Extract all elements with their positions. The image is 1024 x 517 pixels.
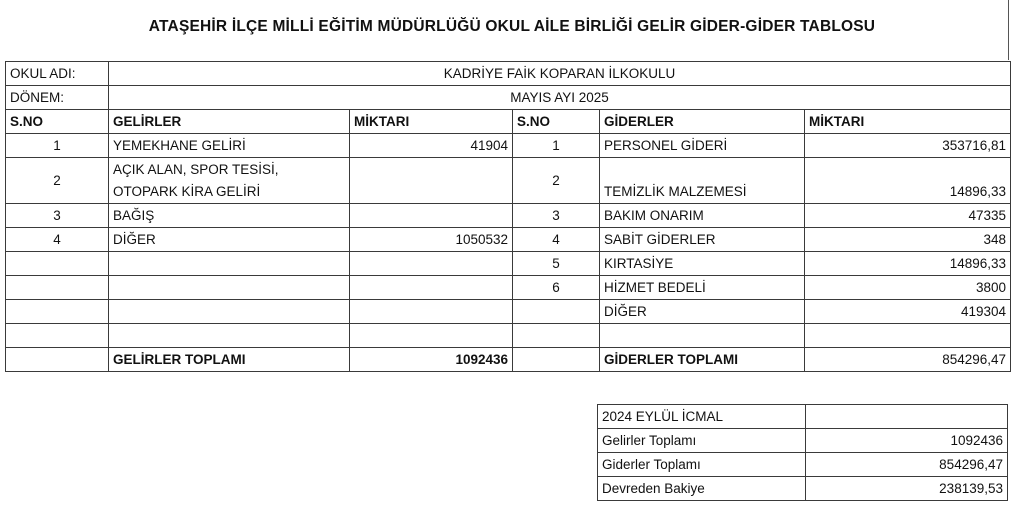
expense-name-cell: PERSONEL GİDERİ — [600, 134, 805, 158]
expense-no-cell — [513, 300, 600, 324]
expense-name-cell — [600, 324, 805, 348]
income-no-cell: 1 — [6, 134, 109, 158]
expense-amount-cell: 348 — [805, 228, 1011, 252]
income-amount-cell — [350, 158, 513, 204]
income-name-cell — [109, 252, 350, 276]
expense-name-cell: DİĞER — [600, 300, 805, 324]
summary-label: Giderler Toplamı — [598, 453, 806, 477]
expense-header: GİDERLER — [600, 110, 805, 134]
income-no-cell: 2 — [6, 158, 109, 204]
summary-value: 238139,53 — [806, 477, 1008, 501]
income-name-cell: DİĞER — [109, 228, 350, 252]
income-name-cell — [109, 300, 350, 324]
totals-blank-cell — [513, 348, 600, 372]
header-row — [6, 110, 1011, 134]
table-row — [6, 204, 1011, 228]
income-header: GELİRLER — [109, 110, 350, 134]
summary-label: Gelirler Toplamı — [598, 429, 806, 453]
expense-name-cell: BAKIM ONARIM — [600, 204, 805, 228]
expense-no-header: S.NO — [513, 110, 600, 134]
table-row — [6, 276, 1011, 300]
income-no-cell — [6, 300, 109, 324]
income-name-cell: YEMEKHANE GELİRİ — [109, 134, 350, 158]
income-amount-cell — [350, 204, 513, 228]
expense-name-cell: HİZMET BEDELİ — [600, 276, 805, 300]
expense-amount-cell: 353716,81 — [805, 134, 1011, 158]
income-no-cell: 3 — [6, 204, 109, 228]
expense-no-cell: 4 — [513, 228, 600, 252]
expense-name-cell: KIRTASİYE — [600, 252, 805, 276]
table-row — [6, 252, 1011, 276]
income-no-cell: 4 — [6, 228, 109, 252]
income-name-cell — [109, 276, 350, 300]
income-amount-cell — [350, 252, 513, 276]
summary-row — [598, 453, 1008, 477]
school-label: OKUL ADI: — [6, 62, 109, 86]
expense-total-label: GİDERLER TOPLAMI — [600, 348, 805, 372]
expense-amount-cell: 14896,33 — [805, 252, 1011, 276]
expense-amount-cell: 47335 — [805, 204, 1011, 228]
summary-title-row — [598, 405, 1008, 429]
totals-row — [6, 348, 1011, 372]
income-amount-cell — [350, 300, 513, 324]
table-row — [6, 134, 1011, 158]
expense-no-cell: 2 — [513, 158, 600, 204]
summary-label: Devreden Bakiye — [598, 477, 806, 501]
expense-no-cell: 3 — [513, 204, 600, 228]
summary-row — [598, 429, 1008, 453]
income-amount-cell: 1050532 — [350, 228, 513, 252]
expense-amount-cell — [805, 324, 1011, 348]
summary-title: 2024 EYLÜL İCMAL — [598, 405, 806, 429]
income-no-header: S.NO — [6, 110, 109, 134]
summary-value: 1092436 — [806, 429, 1008, 453]
summary-value: 854296,47 — [806, 453, 1008, 477]
totals-blank-cell — [6, 348, 109, 372]
summary-row — [598, 477, 1008, 501]
income-amount-cell — [350, 276, 513, 300]
income-name-cell: BAĞIŞ — [109, 204, 350, 228]
income-no-cell — [6, 276, 109, 300]
expense-amount-header: MİKTARI — [805, 110, 1011, 134]
expense-amount-cell: 14896,33 — [805, 158, 1011, 204]
expense-no-cell: 6 — [513, 276, 600, 300]
income-no-cell — [6, 252, 109, 276]
summary-title-blank — [806, 405, 1008, 429]
expense-name-cell: SABİT GİDERLER — [600, 228, 805, 252]
income-total-label: GELİRLER TOPLAMI — [109, 348, 350, 372]
income-amount-header: MİKTARI — [350, 110, 513, 134]
table-row — [6, 300, 1011, 324]
table-row — [6, 228, 1011, 252]
expense-no-cell: 5 — [513, 252, 600, 276]
expense-no-cell — [513, 324, 600, 348]
period-value: MAYIS AYI 2025 — [109, 86, 1011, 110]
document-title: ATAŞEHİR İLÇE MİLLİ EĞİTİM MÜDÜRLÜĞÜ OKUL AİLE BİRLİĞİ GELİR GİDER-GİDER TABLOSU — [148, 18, 876, 35]
period-label: DÖNEM: — [6, 86, 109, 110]
income-no-cell — [6, 324, 109, 348]
income-amount-cell: 41904 — [350, 134, 513, 158]
income-name-cell: AÇIK ALAN, SPOR TESİSİ, OTOPARK KİRA GELİRİ — [109, 158, 350, 204]
income-amount-cell — [350, 324, 513, 348]
expense-name-cell: TEMİZLİK MALZEMESİ — [600, 158, 805, 204]
expense-amount-cell: 419304 — [805, 300, 1011, 324]
table-row — [6, 158, 1011, 204]
expense-no-cell: 1 — [513, 134, 600, 158]
school-name: KADRİYE FAİK KOPARAN İLKOKULU — [109, 62, 1011, 86]
expense-amount-cell: 3800 — [805, 276, 1011, 300]
table-row — [6, 324, 1011, 348]
income-expense-table — [5, 61, 1011, 372]
expense-total-value: 854296,47 — [805, 348, 1011, 372]
income-total-value: 1092436 — [350, 348, 513, 372]
income-name-cell — [109, 324, 350, 348]
school-row — [6, 62, 1011, 86]
period-row — [6, 86, 1011, 110]
summary-table — [597, 404, 1008, 501]
